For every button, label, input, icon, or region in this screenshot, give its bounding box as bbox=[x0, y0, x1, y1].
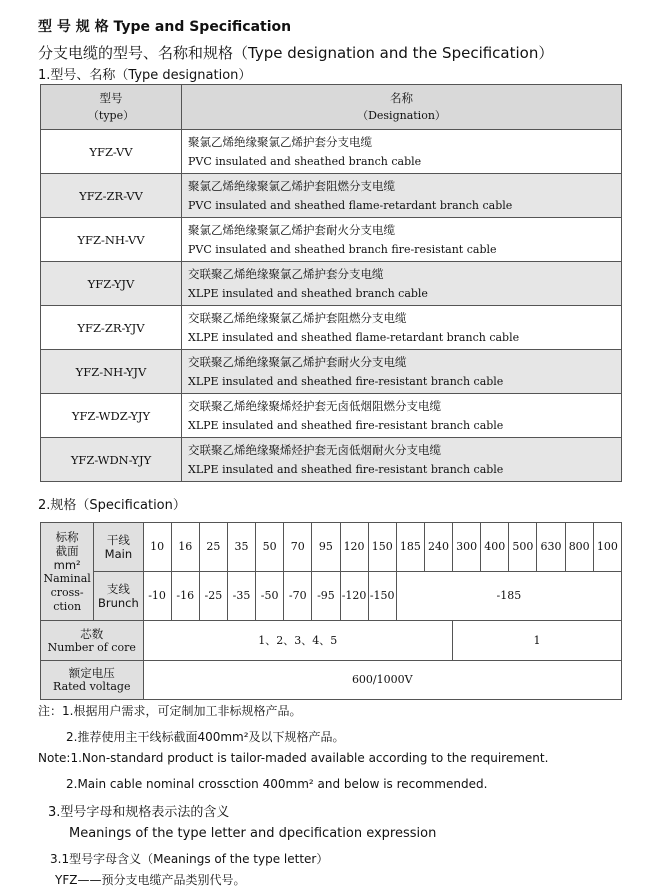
designation-cell bbox=[182, 262, 622, 306]
note-en-2: 2.Main cable nominal crossction 400mm² and below is recommended. bbox=[66, 777, 488, 791]
header-type-cell bbox=[41, 85, 182, 130]
main-value: 240 bbox=[424, 523, 452, 572]
core-en: Number of core bbox=[47, 640, 136, 654]
designation-cn: 交联聚乙烯绝缘聚烯烃护套无卤低烟阻燃分支电缆 bbox=[188, 398, 441, 413]
note-en-1: Note:1.Non-standard product is tailor-maded available according to the requirement. bbox=[38, 751, 549, 765]
core-value-b: 1 bbox=[453, 621, 622, 661]
branch-value: -95 bbox=[312, 572, 340, 621]
table1-header-row bbox=[41, 85, 622, 130]
type-cell: YFZ-NH-YJV bbox=[41, 350, 182, 394]
designation-en: XLPE insulated and sheathed fire-resistant branch cable bbox=[188, 462, 504, 476]
branch-value: -70 bbox=[284, 572, 312, 621]
designation-cell bbox=[182, 130, 622, 174]
header-designation-cell bbox=[182, 85, 622, 130]
section2-heading: 2.规格（Specification） bbox=[38, 498, 186, 513]
branch-value: -16 bbox=[171, 572, 199, 621]
header-type-en: （type） bbox=[87, 109, 135, 122]
core-row bbox=[41, 621, 622, 661]
main-value: 500 bbox=[509, 523, 537, 572]
designation-en: XLPE insulated and sheathed flame-retardant branch cable bbox=[188, 330, 520, 344]
main-value: 16 bbox=[171, 523, 199, 572]
section31-heading: 3.1型号字母含义（Meanings of the type letter） bbox=[50, 852, 329, 866]
designation-cell bbox=[182, 394, 622, 438]
branch-row bbox=[41, 572, 622, 621]
table-row bbox=[41, 218, 622, 262]
main-value: 400 bbox=[481, 523, 509, 572]
branch-value: -50 bbox=[256, 572, 284, 621]
main-row bbox=[41, 523, 622, 572]
type-cell: YFZ-ZR-VV bbox=[41, 174, 182, 218]
designation-en: XLPE insulated and sheathed fire-resistant branch cable bbox=[188, 374, 504, 388]
main-label: 干线 Main bbox=[94, 523, 143, 572]
type-cell: YFZ-VV bbox=[41, 130, 182, 174]
page-subtitle: 分支电缆的型号、名称和规格（Type designation and the Specification） bbox=[38, 44, 554, 62]
branch-value: -35 bbox=[227, 572, 255, 621]
section3-heading-en: Meanings of the type letter and dpecification expression bbox=[69, 826, 437, 841]
designation-cn: 交联聚乙烯绝缘聚氯乙烯护套阻燃分支电缆 bbox=[188, 310, 407, 325]
main-value: 10 bbox=[143, 523, 171, 572]
designation-en: XLPE insulated and sheathed branch cable bbox=[188, 286, 428, 300]
core-label bbox=[41, 621, 144, 661]
table-row bbox=[41, 394, 622, 438]
nominal-en: Naminal cross- ction bbox=[43, 571, 91, 613]
core-value-a: 1、2、3、4、5 bbox=[143, 621, 453, 661]
main-value: 800 bbox=[565, 523, 593, 572]
main-value: 25 bbox=[199, 523, 227, 572]
designation-cn: 聚氯乙烯绝缘聚氯乙烯护套阻燃分支电缆 bbox=[188, 178, 395, 193]
type-cell: YFZ-NH-VV bbox=[41, 218, 182, 262]
nominal-section-label bbox=[41, 523, 94, 621]
main-value: 50 bbox=[256, 523, 284, 572]
designation-cell bbox=[182, 306, 622, 350]
branch-value: -120 bbox=[340, 572, 368, 621]
voltage-row bbox=[41, 661, 622, 700]
designation-en: PVC insulated and sheathed flame-retardant branch cable bbox=[188, 198, 513, 212]
type-designation-table bbox=[40, 84, 622, 482]
table-row bbox=[41, 174, 622, 218]
designation-cell bbox=[182, 174, 622, 218]
designation-en: PVC insulated and sheathed branch fire-resistant cable bbox=[188, 242, 497, 256]
main-value: 120 bbox=[340, 523, 368, 572]
main-value: 70 bbox=[284, 523, 312, 572]
table-row bbox=[41, 306, 622, 350]
designation-en: XLPE insulated and sheathed fire-resistant branch cable bbox=[188, 418, 504, 432]
header-name-en: （Designation） bbox=[357, 109, 446, 122]
main-value: 100 bbox=[593, 523, 621, 572]
nominal-cn: 标称 截面 mm² bbox=[53, 529, 81, 572]
type-cell: YFZ-YJV bbox=[41, 262, 182, 306]
type-cell: YFZ-WDZ-YJY bbox=[41, 394, 182, 438]
designation-cn: 交联聚乙烯绝缘聚氯乙烯护套耐火分支电缆 bbox=[188, 354, 407, 369]
header-name-cn: 名称 bbox=[390, 91, 413, 105]
header-type-cn: 型号 bbox=[99, 91, 123, 105]
type-cell: YFZ-WDN-YJY bbox=[41, 438, 182, 482]
note-cn-1: 注：1.根据用户需求，可定制加工非标规格产品。 bbox=[38, 704, 302, 718]
voltage-en: Rated voltage bbox=[53, 680, 131, 693]
main-value: 630 bbox=[537, 523, 565, 572]
table-row bbox=[41, 130, 622, 174]
core-cn: 芯数 bbox=[80, 626, 104, 641]
note-cn-2: 2.推荐使用主干线标截面400mm²及以下规格产品。 bbox=[66, 730, 345, 744]
voltage-label bbox=[41, 661, 144, 700]
section1-heading: 1.型号、名称（Type designation） bbox=[38, 68, 252, 83]
branch-value: -10 bbox=[143, 572, 171, 621]
main-value: 35 bbox=[227, 523, 255, 572]
branch-value-rest: -185 bbox=[396, 572, 621, 621]
voltage-value: 600/1000V bbox=[143, 661, 621, 700]
page-title: 型 号 规 格 Type and Specification bbox=[38, 19, 292, 35]
main-value: 150 bbox=[368, 523, 396, 572]
section3-heading: 3.型号字母和规格表示法的含义 bbox=[48, 805, 230, 820]
designation-en: PVC insulated and sheathed branch cable bbox=[188, 154, 422, 168]
designation-cn: 交联聚乙烯绝缘聚烯烃护套无卤低烟耐火分支电缆 bbox=[188, 442, 441, 457]
designation-cell bbox=[182, 350, 622, 394]
specification-table bbox=[40, 522, 622, 700]
type-cell: YFZ-ZR-YJV bbox=[41, 306, 182, 350]
branch-value: -25 bbox=[199, 572, 227, 621]
main-value: 300 bbox=[453, 523, 481, 572]
table-row bbox=[41, 350, 622, 394]
main-value: 95 bbox=[312, 523, 340, 572]
designation-cell bbox=[182, 438, 622, 482]
designation-cn: 交联聚乙烯绝缘聚氯乙烯护套分支电缆 bbox=[188, 266, 384, 281]
designation-cell bbox=[182, 218, 622, 262]
designation-cn: 聚氯乙烯绝缘聚氯乙烯护套耐火分支电缆 bbox=[188, 222, 395, 237]
branch-value: -150 bbox=[368, 572, 396, 621]
main-value: 185 bbox=[396, 523, 424, 572]
table-row bbox=[41, 262, 622, 306]
table-row bbox=[41, 438, 622, 482]
branch-label: 支线 Brunch bbox=[94, 572, 143, 621]
voltage-cn: 额定电压 bbox=[68, 666, 115, 680]
yfz-definition: YFZ——预分支电缆产品类别代号。 bbox=[55, 873, 246, 887]
designation-cn: 聚氯乙烯绝缘聚氯乙烯护套分支电缆 bbox=[188, 134, 372, 149]
